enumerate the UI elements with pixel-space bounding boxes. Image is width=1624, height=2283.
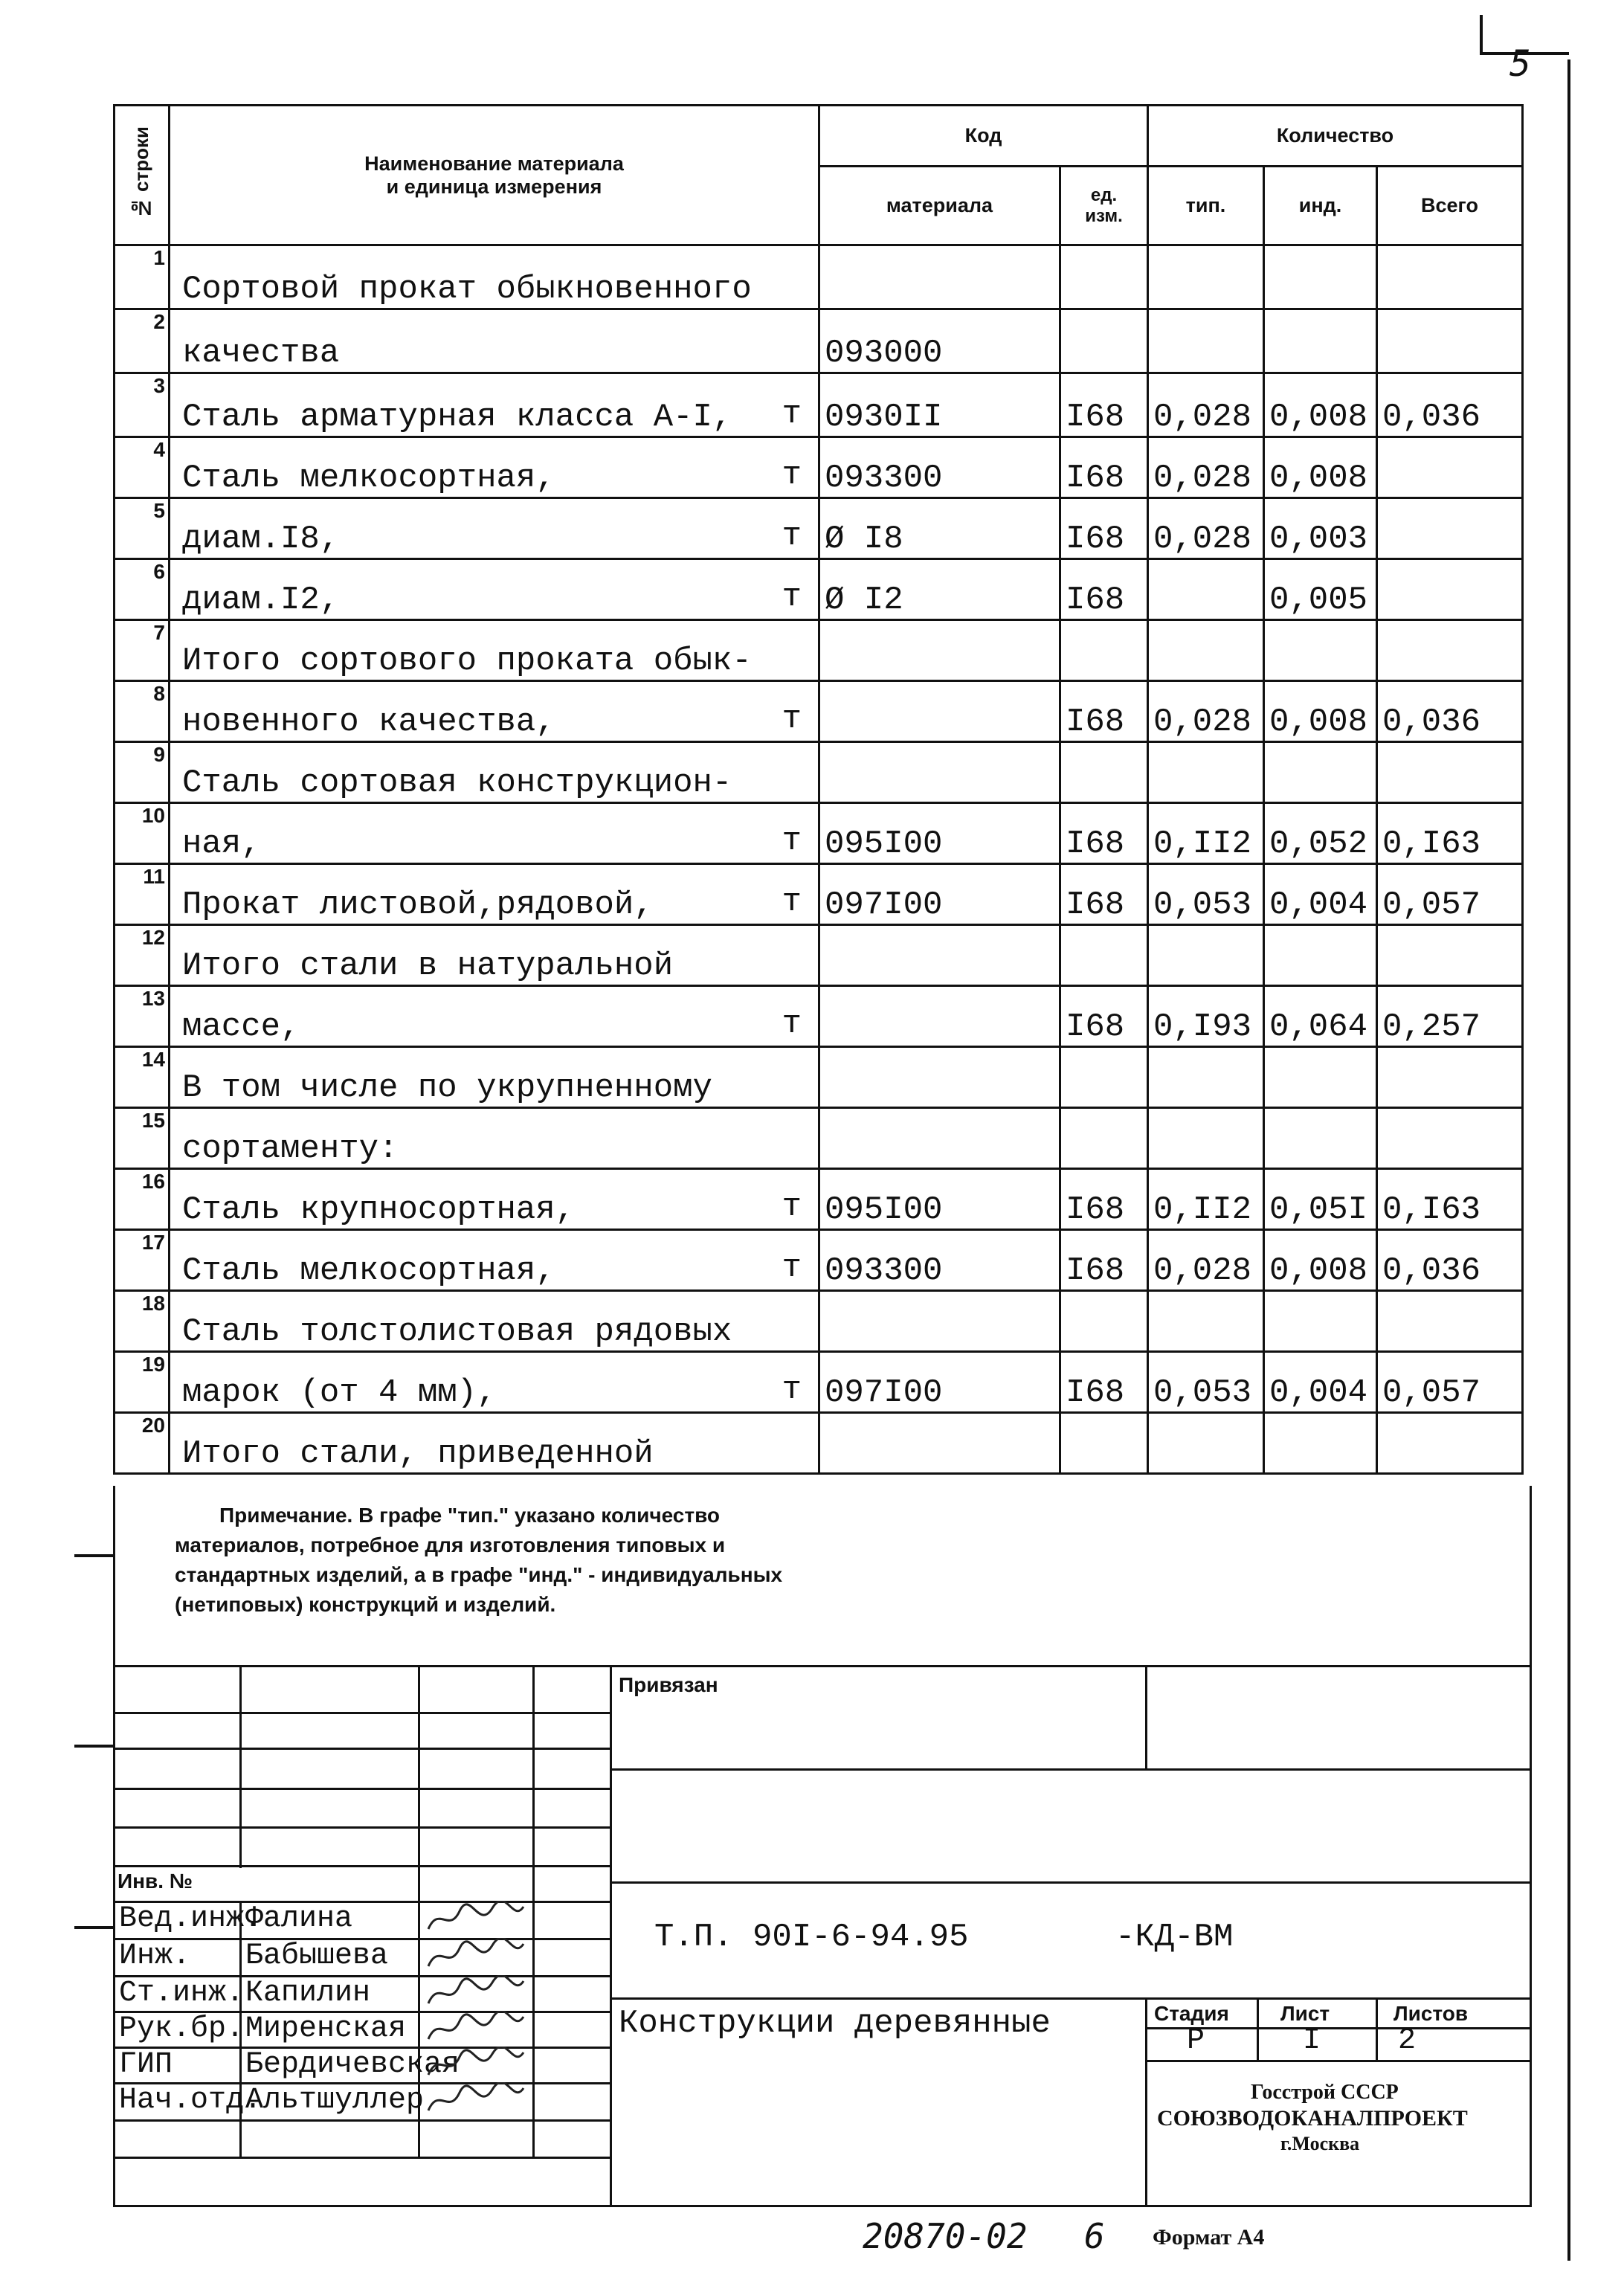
margin-tick [74,1926,113,1929]
staff-name: Миренская [245,2012,407,2046]
row-code [819,1047,1060,1108]
row-qty-typ [1148,1108,1264,1169]
row-number: 20 [115,1413,170,1474]
header-code: Код [819,106,1148,167]
table-row [115,864,1523,925]
row-qty-typ [1148,559,1264,620]
row-unit-code [1060,1413,1148,1474]
row-number: 8 [115,681,170,742]
stage-value: Р [1187,2024,1205,2058]
row-qty-total [1377,1413,1523,1474]
row-code: 095I00 [819,803,1060,864]
table-row [115,1108,1523,1169]
row-qty-total: 0,036 [1377,681,1523,742]
row-unit-code: I68 [1060,1169,1148,1230]
row-qty-total [1377,245,1523,309]
row-qty-total [1377,1291,1523,1352]
tb-line [1145,2060,1532,2062]
row-qty-ind [1264,742,1377,803]
tb-line [610,1768,1532,1771]
row-name-text: Сталь толстолистовая рядовых [182,1313,732,1350]
row-code: 093000 [819,309,1060,373]
row-qty-ind: 0,005 [1264,559,1377,620]
row-code: 093300 [819,437,1060,498]
row-qty-ind [1264,925,1377,986]
row-name-text: Сортовой прокат обыкновенного [182,271,752,308]
row-name-text: Итого стали в натуральной [182,947,674,985]
staff-name: Капилин [245,1977,371,2010]
row-qty-typ: 0,II2 [1148,1169,1264,1230]
staff-name: Фалина [245,1902,353,1936]
row-code: Ø I8 [819,498,1060,559]
row-qty-typ [1148,309,1264,373]
row-qty-total: 0,057 [1377,864,1523,925]
row-unit: т [782,1005,802,1043]
row-name [170,1169,819,1230]
row-unit: т [782,579,802,616]
header-code-unit-line2: изм. [1085,205,1123,226]
row-name [170,373,819,437]
row-qty-total [1377,498,1523,559]
table-row [115,1230,1523,1291]
privyazan-label: Привязан [619,1673,718,1696]
row-qty-typ: 0,053 [1148,1352,1264,1413]
row-code: 097I00 [819,1352,1060,1413]
margin-tick [74,1745,113,1748]
note-text [115,1486,1082,1635]
row-qty-total: 0,I63 [1377,1169,1523,1230]
row-number: 1 [115,245,170,309]
signature-mark [424,1938,528,1974]
table-row [115,1047,1523,1108]
header-name-line2: и единица измерения [386,175,602,198]
row-name [170,559,819,620]
row-unit-code [1060,742,1148,803]
row-name-text: Сталь мелкосортная, [182,460,555,497]
row-name-text: диам.I8, [182,521,340,558]
table-row [115,309,1523,373]
row-qty-total: 0,257 [1377,986,1523,1047]
header-qty-typ: тип. [1148,167,1264,245]
tb-line [239,1667,242,1868]
row-qty-ind: 0,004 [1264,1352,1377,1413]
row-qty-ind [1264,620,1377,681]
row-number: 19 [115,1352,170,1413]
row-qty-typ: 0,I93 [1148,986,1264,1047]
row-qty-total: 0,036 [1377,373,1523,437]
sheets-label: Листов [1393,2002,1469,2025]
signature-mark [424,1901,528,1936]
tb-line [532,1667,535,2158]
header-quantity: Количество [1148,106,1523,167]
row-number: 9 [115,742,170,803]
row-unit-code [1060,925,1148,986]
row-code [819,925,1060,986]
tb-line [113,1865,611,1867]
row-qty-typ: 0,II2 [1148,803,1264,864]
row-unit: т [782,518,802,555]
row-qty-ind: 0,008 [1264,373,1377,437]
header-row-no [115,106,170,245]
row-unit-code: I68 [1060,437,1148,498]
footer-inventory: 20870-02 [863,2216,1028,2256]
row-name [170,1108,819,1169]
tb-line [113,2157,611,2159]
row-name-text: Итого стали, приведенной [182,1435,654,1472]
table-row [115,437,1523,498]
note-line-3: стандартных изделий, а в графе "инд." - индивидуальных [175,1563,783,1586]
row-unit-code [1060,309,1148,373]
row-name-text: массе, [182,1008,300,1046]
row-name [170,925,819,986]
row-number: 10 [115,803,170,864]
row-unit-code: I68 [1060,1230,1148,1291]
row-name-text: марок (от 4 мм), [182,1374,497,1411]
row-unit-code [1060,245,1148,309]
doc-suffix: -КД-ВМ [1115,1919,1234,1956]
row-name [170,986,819,1047]
table-row [115,620,1523,681]
header-code-unit-line1: ед. [1090,184,1118,205]
row-name-text: Сталь мелкосортная, [182,1252,555,1289]
org-line-3: г.Москва [1280,2133,1360,2154]
row-qty-ind: 0,004 [1264,864,1377,925]
table-row [115,986,1523,1047]
row-qty-ind [1264,1047,1377,1108]
footer-page: 6 [1084,2216,1105,2256]
row-name [170,1291,819,1352]
row-qty-typ [1148,1413,1264,1474]
materials-table [113,104,1524,1475]
header-code-material: материала [819,167,1060,245]
row-qty-total [1377,309,1523,373]
row-name [170,309,819,373]
row-qty-typ: 0,028 [1148,437,1264,498]
staff-name: Бабышева [245,1939,389,1973]
row-unit-code [1060,620,1148,681]
row-unit: т [782,1371,802,1408]
signature-mark [424,2011,528,2047]
row-unit-code [1060,1291,1148,1352]
row-number: 4 [115,437,170,498]
doc-code: Т.П. 90I-6-94.95 [654,1919,969,1956]
row-name-text: ная, [182,825,261,863]
row-code [819,986,1060,1047]
row-name [170,245,819,309]
table-row [115,245,1523,309]
row-name [170,803,819,864]
note-line-4: (нетиповых) конструкций и изделий. [175,1593,556,1616]
row-unit-code: I68 [1060,864,1148,925]
table-row [115,1352,1523,1413]
note-line-2: материалов, потребное для изготовления типовых и [175,1533,726,1556]
row-number: 13 [115,986,170,1047]
row-qty-total [1377,925,1523,986]
row-name [170,620,819,681]
row-number: 16 [115,1169,170,1230]
note-line-1: Примечание. В графе "тип." указано количество [219,1504,721,1527]
row-name [170,864,819,925]
row-qty-typ: 0,028 [1148,1230,1264,1291]
signature-mark [424,2047,528,2082]
row-name [170,681,819,742]
row-qty-total [1377,437,1523,498]
header-row-no-label: № строки [130,126,152,220]
staff-role: Ст.инж. [119,1977,245,2010]
note-box [113,1486,1532,1667]
row-name [170,742,819,803]
row-name-text: Сталь крупносортная, [182,1191,576,1229]
row-qty-typ [1148,925,1264,986]
tb-line [113,2119,611,2122]
table-row [115,1169,1523,1230]
stage-label: Стадия [1154,2002,1229,2025]
row-name-text: диам.I2, [182,582,340,619]
row-qty-total: 0,I63 [1377,803,1523,864]
header-qty-ind: инд. [1264,167,1377,245]
row-name [170,498,819,559]
table-row [115,742,1523,803]
page-number: 5 [1509,43,1531,85]
table-row [115,803,1523,864]
row-qty-ind [1264,1108,1377,1169]
table-row [115,1413,1523,1474]
signature-mark [424,2082,528,2118]
row-code [819,245,1060,309]
row-unit: т [782,457,802,494]
row-qty-typ: 0,028 [1148,681,1264,742]
row-unit-code [1060,1108,1148,1169]
row-code [819,1413,1060,1474]
row-number: 7 [115,620,170,681]
tb-line [113,1788,611,1790]
row-number: 18 [115,1291,170,1352]
row-number: 15 [115,1108,170,1169]
header-code-unit [1060,167,1148,245]
staff-role: ГИП [119,2048,173,2081]
row-qty-total: 0,057 [1377,1352,1523,1413]
row-qty-typ: 0,028 [1148,498,1264,559]
row-qty-ind: 0,052 [1264,803,1377,864]
row-qty-total [1377,742,1523,803]
table-row [115,373,1523,437]
row-code: 0930II [819,373,1060,437]
staff-name: Альтшуллер [245,2084,425,2117]
row-qty-ind [1264,1291,1377,1352]
row-unit-code: I68 [1060,559,1148,620]
staff-role: Инж. [119,1939,191,1973]
page-corner-line [1567,59,1570,2261]
row-code: 095I00 [819,1169,1060,1230]
row-unit: т [782,701,802,738]
row-qty-ind: 0,008 [1264,1230,1377,1291]
tb-line [1376,1997,1378,2061]
row-name-text: новенного качества, [182,703,555,741]
row-number: 17 [115,1230,170,1291]
row-name-text: Сталь сортовая конструкцион- [182,764,732,802]
row-qty-total [1377,559,1523,620]
row-name [170,1413,819,1474]
row-number: 6 [115,559,170,620]
footer-format: Формат А4 [1153,2225,1265,2250]
row-code: 097I00 [819,864,1060,925]
row-unit-code: I68 [1060,1352,1148,1413]
row-number: 11 [115,864,170,925]
row-qty-total [1377,1108,1523,1169]
row-unit: т [782,1249,802,1287]
sheet-label: Лист [1280,2002,1330,2025]
tb-line [113,1826,611,1829]
row-unit-code: I68 [1060,986,1148,1047]
row-unit-code: I68 [1060,373,1148,437]
row-unit: т [782,1188,802,1226]
row-name [170,1047,819,1108]
row-name [170,1230,819,1291]
row-code [819,1291,1060,1352]
staff-role: Рук.бр. [119,2012,245,2046]
row-code: 093300 [819,1230,1060,1291]
header-name [170,106,819,245]
row-name [170,437,819,498]
row-name-text: Прокат листовой,рядовой, [182,886,654,924]
row-name-text: качества [182,335,340,372]
row-name-text: Итого сортового проката обык- [182,643,752,680]
row-qty-total [1377,620,1523,681]
row-code [819,1108,1060,1169]
tb-line [1145,1667,1147,1770]
row-code [819,681,1060,742]
tb-line [610,1667,612,2207]
tb-line [113,1748,611,1750]
row-qty-ind: 0,003 [1264,498,1377,559]
staff-role: Вед.инж. [119,1902,262,1936]
row-number: 5 [115,498,170,559]
row-qty-typ [1148,742,1264,803]
tb-line [610,1997,1532,2000]
row-qty-ind [1264,245,1377,309]
row-qty-typ [1148,1291,1264,1352]
staff-name: Бердичевская [245,2048,460,2081]
row-qty-ind: 0,05I [1264,1169,1377,1230]
row-name-text: сортаменту: [182,1130,399,1168]
inv-no-label: Инв. № [117,1870,193,1893]
margin-tick [74,1554,113,1557]
sheet-value: I [1303,2024,1321,2058]
drawing-title: Конструкции деревянные [619,2005,1051,2042]
row-number: 14 [115,1047,170,1108]
row-qty-total: 0,036 [1377,1230,1523,1291]
row-number: 2 [115,309,170,373]
table-row [115,681,1523,742]
row-qty-ind: 0,064 [1264,986,1377,1047]
sheets-value: 2 [1398,2024,1417,2058]
row-qty-ind [1264,309,1377,373]
header-qty-total: Всего [1377,167,1523,245]
table-row [115,1291,1523,1352]
header-name-line1: Наименование материала [364,152,624,175]
table-row [115,498,1523,559]
table-row [115,559,1523,620]
row-unit-code [1060,1047,1148,1108]
page-corner-line [1480,15,1483,52]
row-name [170,1352,819,1413]
row-unit: т [782,883,802,921]
org-line-1: Госстрой СССР [1251,2081,1399,2104]
signature-mark [424,1975,528,2011]
row-qty-typ: 0,053 [1148,864,1264,925]
row-name-text: Сталь арматурная класса А-I, [182,399,732,436]
row-unit-code: I68 [1060,803,1148,864]
tb-line [610,1881,1532,1884]
row-qty-total [1377,1047,1523,1108]
tb-line [113,1712,611,1714]
row-code: Ø I2 [819,559,1060,620]
row-qty-typ [1148,245,1264,309]
row-number: 12 [115,925,170,986]
tb-line [1257,1997,1259,2061]
row-qty-ind: 0,008 [1264,681,1377,742]
row-qty-ind [1264,1413,1377,1474]
row-unit-code: I68 [1060,498,1148,559]
table-row [115,925,1523,986]
row-qty-typ [1148,620,1264,681]
row-unit: т [782,396,802,433]
row-number: 3 [115,373,170,437]
row-qty-typ [1148,1047,1264,1108]
row-qty-ind: 0,008 [1264,437,1377,498]
row-name-text: В том числе по укрупненному [182,1069,712,1107]
row-code [819,620,1060,681]
row-code [819,742,1060,803]
staff-role: Нач.отд. [119,2084,262,2117]
row-unit-code: I68 [1060,681,1148,742]
org-line-2: СОЮЗВОДОКАНАЛПРОЕКТ [1157,2106,1468,2131]
row-qty-typ: 0,028 [1148,373,1264,437]
row-unit: т [782,822,802,860]
